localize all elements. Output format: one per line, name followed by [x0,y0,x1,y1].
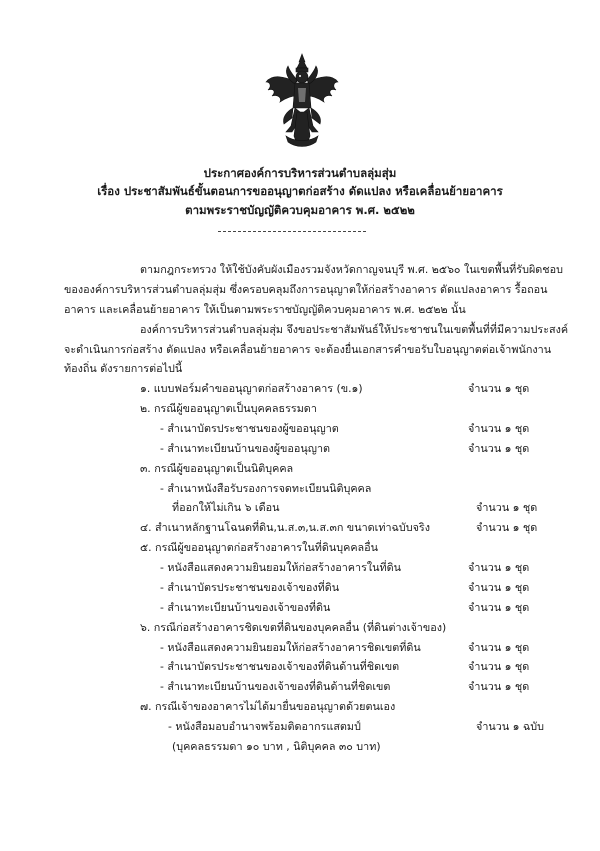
list-item-5a: - หนังสือแสดงความยินยอมให้ก่อสร้างอาคารในที่ดิน [160,561,402,574]
quantity-item-2a: จำนวน ๑ ชุด [468,422,530,435]
header-divider [218,231,366,232]
list-item-5b: - สำเนาบัตรประชาชนของเจ้าของที่ดิน [160,581,340,594]
announcement-org-title: ประกาศองค์การบริหารส่วนตำบลลุ่มสุ่ม [203,166,397,180]
list-item-7: ๗. กรณีเจ้าของอาคารไม่ได้มายื่นขออนุญาตด้วยตนเอง [140,700,396,713]
quantity-item-3a: จำนวน ๑ ชุด [476,501,538,514]
list-item-1: ๑. แบบฟอร์มคำขออนุญาตก่อสร้างอาคาร (ข.๑) [140,382,363,395]
list-item-7a: - หนังสือมอบอำนาจพร้อมติดอากรแสตมป์ [168,720,361,733]
list-item-6b: - สำเนาบัตรประชาชนของเจ้าของที่ดินด้านที่ชิดเขต [160,660,400,673]
list-item-7b: (บุคคลธรรมดา ๑๐ บาท , นิติบุคคล ๓๐ บาท) [172,740,381,753]
list-item-5: ๕. กรณีผู้ขออนุญาตก่อสร้างอาคารในที่ดินบุคคลอื่น [140,541,379,554]
announcement-subject: เรื่อง ประชาสัมพันธ์ขั้นตอนการขออนุญาตก่อสร้าง ดัดแปลง หรือเคลื่อนย้ายอาคาร [97,184,503,198]
list-item-2b: - สำเนาทะเบียนบ้านของผู้ขออนุญาต [160,442,331,455]
quantity-item-4: จำนวน ๑ ชุด [476,521,538,534]
list-item-3a-line-1: - สำเนาหนังสือรับรองการจดทะเบียนนิติบุคคล [160,482,372,495]
paragraph-1-line-1: ตามกฎกระทรวง ให้ใช้บังคับผังเมืองรวมจังหวัดกาญจนบุรี พ.ศ. ๒๕๖๐ ในเขตพื้นที่รับผิดชอบ [140,263,563,276]
list-item-2: ๒. กรณีผู้ขออนุญาตเป็นบุคคลธรรมดา [140,402,317,415]
quantity-item-2b: จำนวน ๑ ชุด [468,442,530,455]
quantity-item-5a: จำนวน ๑ ชุด [468,561,530,574]
announcement-law: ตามพระราชบัญญัติควบคุมอาคาร พ.ศ. ๒๕๒๒ [185,203,415,217]
list-item-5c: - สำเนาทะเบียนบ้านของเจ้าของที่ดิน [160,601,331,614]
paragraph-1-line-2: ขององค์การบริหารส่วนตำบลลุ่มสุ่ม ซึ่งครอบคลุมถึงการอนุญาตให้ก่อสร้างอาคาร ดัดแปลงอาคาร รื้อถอน [64,283,548,296]
quantity-item-5c: จำนวน ๑ ชุด [468,601,530,614]
quantity-item-6c: จำนวน ๑ ชุด [468,680,530,693]
quantity-item-1: จำนวน ๑ ชุด [468,382,530,395]
list-item-4: ๔. สำเนาหลักฐานโฉนดที่ดิน,น.ส.๓,น.ส.๓ก ขนาดเท่าฉบับจริง [140,521,430,534]
list-item-3: ๓. กรณีผู้ขออนุญาตเป็นนิติบุคคล [140,462,294,475]
list-item-3a-line-2: ที่ออกให้ไม่เกิน ๖ เดือน [172,501,280,514]
paragraph-2-line-3: ท้องถิ่น ดังรายการต่อไปนี้ [64,362,183,375]
quantity-item-6a: จำนวน ๑ ชุด [468,641,530,654]
quantity-item-7a: จำนวน ๑ ฉบับ [476,720,544,733]
garuda-emblem-icon [264,52,340,154]
paragraph-2-line-2: จะดำเนินการก่อสร้าง ดัดแปลง หรือเคลื่อนย้ายอาคาร จะต้องยื่นเอกสารคำขอรับใบอนุญาตต่อเจ้าพนักงาน [64,343,552,356]
quantity-item-5b: จำนวน ๑ ชุด [468,581,530,594]
list-item-6a: - หนังสือแสดงความยินยอมให้ก่อสร้างอาคารชิดเขตที่ดิน [160,641,421,654]
list-item-6: ๖. กรณีก่อสร้างอาคารชิดเขตที่ดินของบุคคลอื่น (ที่ดินต่างเจ้าของ) [140,621,447,634]
paragraph-1-line-3: อาคาร และเคลื่อนย้ายอาคาร ให้เป็นตามพระราชบัญญัติควบคุมอาคาร พ.ศ. ๒๕๒๒ นั้น [64,303,466,316]
list-item-2a: - สำเนาบัตรประชาชนของผู้ขออนุญาต [160,422,339,435]
quantity-item-6b: จำนวน ๑ ชุด [468,660,530,673]
list-item-6c: - สำเนาทะเบียนบ้านของเจ้าของที่ดินด้านที่ชิดเขต [160,680,391,693]
paragraph-2-line-1: องค์การบริหารส่วนตำบลลุ่มสุ่ม จึงขอประชาสัมพันธ์ให้ประชาชนในเขตพื้นที่ที่มีความประสงค์ [140,323,569,336]
